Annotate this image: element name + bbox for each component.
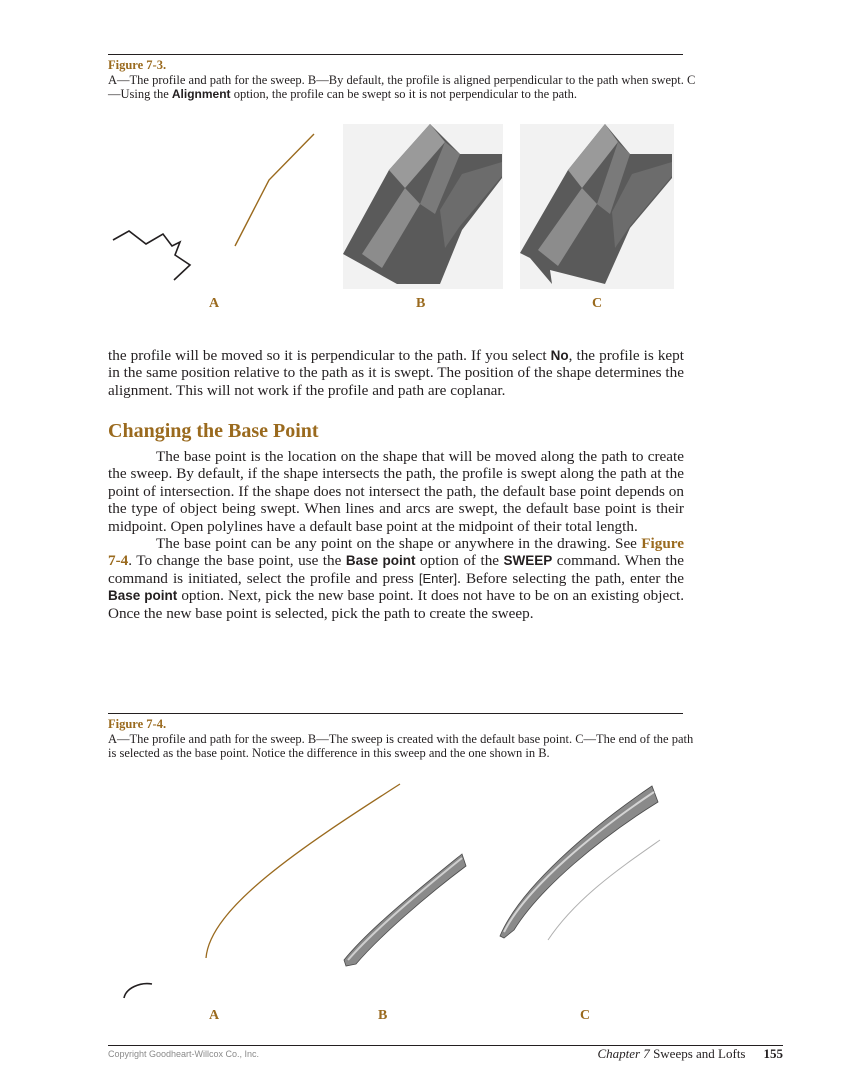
section-heading: Changing the Base Point	[108, 420, 319, 442]
caption-text: option, the profile can be swept so it is not perpendicular to the path.	[230, 87, 578, 101]
body-paragraphs	[108, 448, 684, 622]
figure-7-4-title: Figure 7-4.	[108, 717, 167, 731]
body-paragraph-1	[108, 347, 684, 399]
footer-chapter-info	[597, 1046, 783, 1062]
figure-7-4-rule	[108, 713, 683, 714]
text: , the profile is kept in the same position relative to the path as it is swept. The position of the shape determines the alignment. This will not work if the profile and path are coplanar.	[108, 347, 684, 399]
figure-7-3-label-c: C	[592, 296, 603, 311]
footer-copyright: Copyright Goodheart-Willcox Co., Inc.	[108, 1049, 260, 1059]
figure-7-4-illustration	[100, 778, 690, 1008]
text: the profile will be moved so it is perpendicular to the path. If you select	[108, 347, 551, 364]
body-paragraph-3	[108, 535, 684, 622]
figure-7-3-rule	[108, 54, 683, 55]
sweep-command: SWEEP	[503, 553, 553, 569]
alignment-option: Alignment	[171, 87, 231, 101]
figure-7-4-label-c: C	[580, 1008, 591, 1023]
section-label: Sweeps and Lofts	[653, 1046, 746, 1061]
text: . Before selecting the path, enter the	[457, 569, 684, 587]
text: command. When the command is initiated, select the profile and press	[108, 552, 684, 587]
page-number: 155	[763, 1046, 783, 1061]
figure-reference-link[interactable]: Figure 7-4	[108, 535, 684, 570]
text: option of the	[415, 552, 504, 570]
text: The base point can be any point on the shape or anywhere in the drawing. See	[156, 535, 642, 553]
figure-7-3-illustration	[100, 118, 690, 318]
base-point-option: Base point	[345, 553, 416, 569]
enter-key: [Enter]	[418, 570, 458, 586]
figure-7-3-label-a: A	[209, 296, 220, 311]
figure-7-4-caption: A—The profile and path for the sweep. B—The sweep is created with the default base point. C—The end of the path is selected as the base point. Notice the difference in this sweep and the one shown in B.	[108, 732, 694, 760]
profile-zigzag	[113, 231, 190, 280]
text: . To change the base point, use the	[128, 552, 346, 570]
body-paragraph-2: The base point is the location on the shape that will be moved along the path to create the sweep. By default, if the shape intersects the path, the profile is swept along the path at the point of intersection. If the shape does not intersect the path, the default base point depends on the type of object being swept. When lines and arcs are swept, the default base point is their midpoint. Open polylines have a default base point at the midpoint of their total length.	[108, 448, 684, 535]
figure-7-4-label-b: B	[378, 1008, 388, 1023]
text: option. Next, pick the new base point. It does not have to be on an existing object. Once the new base point is selected, pick the path to create the sweep.	[108, 587, 684, 622]
chapter-label: Chapter 7	[597, 1046, 650, 1061]
figure-7-4-label-a: A	[209, 1008, 220, 1023]
profile-arc	[124, 984, 152, 998]
caption-text: A—The profile and path for the sweep. B—By default, the profile is aligned perpendicular to the path when swept. C—Using the	[108, 73, 696, 101]
figure-7-3-label-b: B	[416, 296, 426, 311]
figure-7-3-caption	[108, 73, 698, 101]
no-option: No	[550, 348, 569, 363]
sweep-c-tube	[500, 786, 658, 938]
base-point-option: Base point	[108, 588, 178, 604]
sweep-path	[235, 134, 314, 246]
figure-7-3-title: Figure 7-3.	[108, 58, 167, 72]
